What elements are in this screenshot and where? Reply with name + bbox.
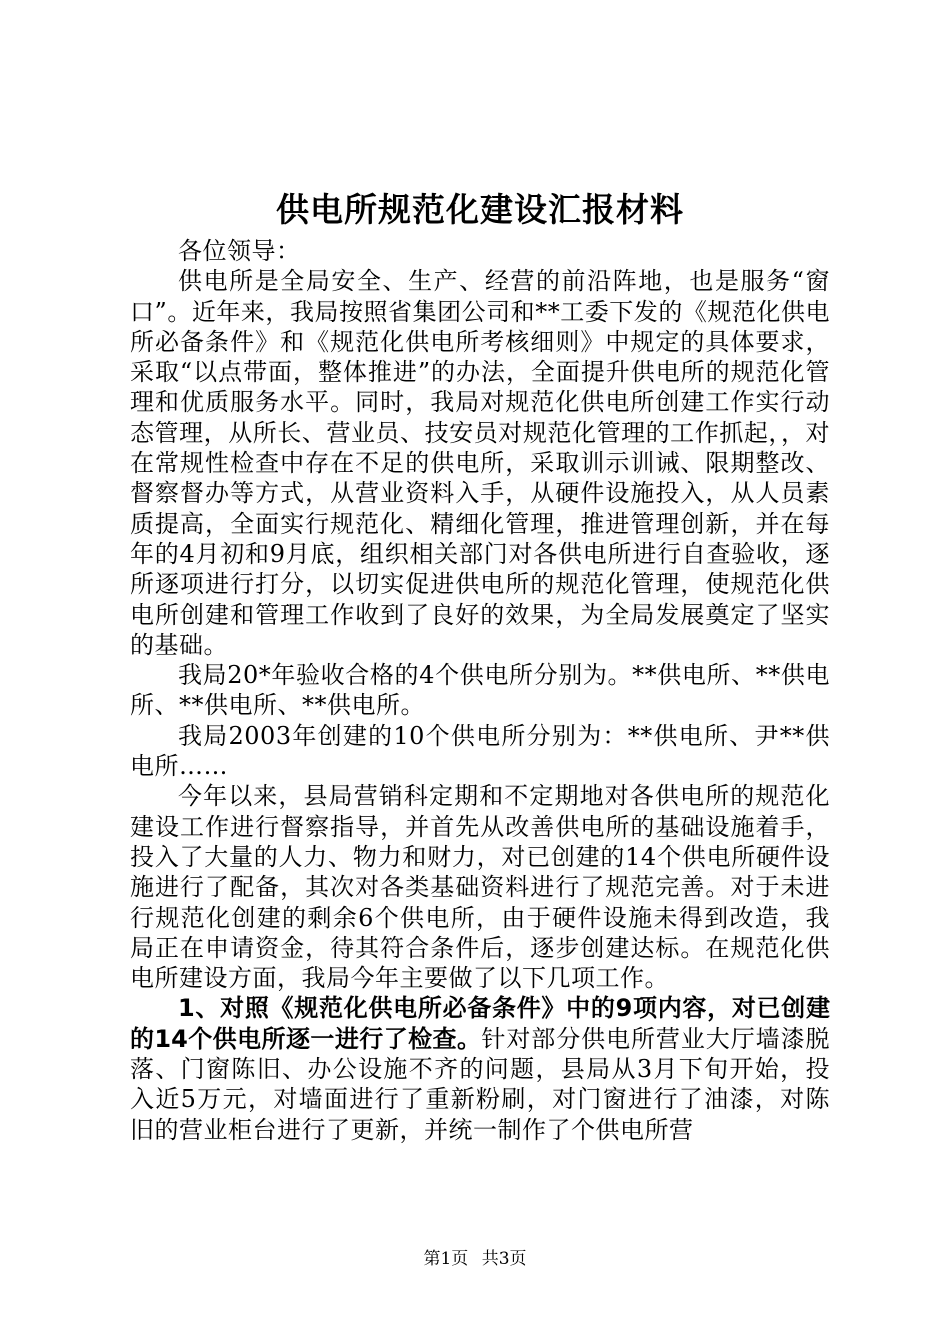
item-1-heading: 1、对照《规范化供电所必备条件》中的9项内容，对已创建的14个供电所逐一进行了检查。 bbox=[130, 994, 830, 1053]
page-total: 共3页 bbox=[481, 1249, 527, 1269]
paragraph-accepted-stations: 我局20*年验收合格的4个供电所分别为。**供电所、**供电所、**供电所、**供电所。 bbox=[130, 661, 830, 720]
greeting-line: 各位领导： bbox=[178, 237, 301, 265]
page-footer bbox=[0, 1244, 950, 1269]
paragraph-item-1 bbox=[130, 993, 830, 1144]
document-title: 供电所规范化建设汇报材料 bbox=[276, 190, 684, 229]
paragraph-intro: 供电所是全局安全、生产、经营的前沿阵地，也是服务“窗口”。近年来，我局按照省集团公司和**工委下发的《规范化供电所必备条件》和《规范化供电所考核细则》中规定的具体要求，采取“以点带面，整体推进”的办法，全面提升供电所的规范化管理和优质服务水平。同时，我局对规范化供电所创建工作实行动态管理，从所长、营业员、技安员对规范化管理的工作抓起，，对在常规性检查中存在不足的供电所，采取训示训诫、限期整改、督察督办等方式，从营业资料入手，从硬件设施投入，从人员素质提高，全面实行规范化、精细化管理，推进管理创新，并在每年的4月初和9月底，组织相关部门对各供电所进行自查验收，逐所逐项进行打分，以切实促进供电所的规范化管理，使规范化供电所创建和管理工作收到了良好的效果，为全局发展奠定了坚实的基础。 bbox=[130, 267, 830, 659]
item-1-text: 针对部分供电所营业大厅墙漆脱落、门窗陈旧、办公设施不齐的问题，县局从3月下旬开始，投入近5万元，对墙面进行了重新粉刷，对门窗进行了油漆，对陈旧的营业柜台进行了更新，并统一制作了个供电所营 bbox=[130, 1024, 831, 1144]
paragraph-created-stations: 我局2003年创建的10个供电所分别为：**供电所、尹**供电所…… bbox=[130, 721, 830, 781]
paragraph-this-year: 今年以来，县局营销科定期和不定期地对各供电所的规范化建设工作进行督察指导，并首先从改善供电所的基础设施着手，投入了大量的人力、物力和财力，对已创建的14个供电所硬件设施进行了配备，其次对各类基础资料进行了规范完善。对于未进行规范化创建的剩余6个供电所，由于硬件设施未得到改造，我局正在申请资金，待其符合条件后，逐步创建达标。在规范化供电所建设方面，我局今年主要做了以下几项工作。 bbox=[130, 782, 830, 993]
page-number: 第1页 bbox=[423, 1249, 469, 1269]
document-body bbox=[130, 236, 830, 1145]
